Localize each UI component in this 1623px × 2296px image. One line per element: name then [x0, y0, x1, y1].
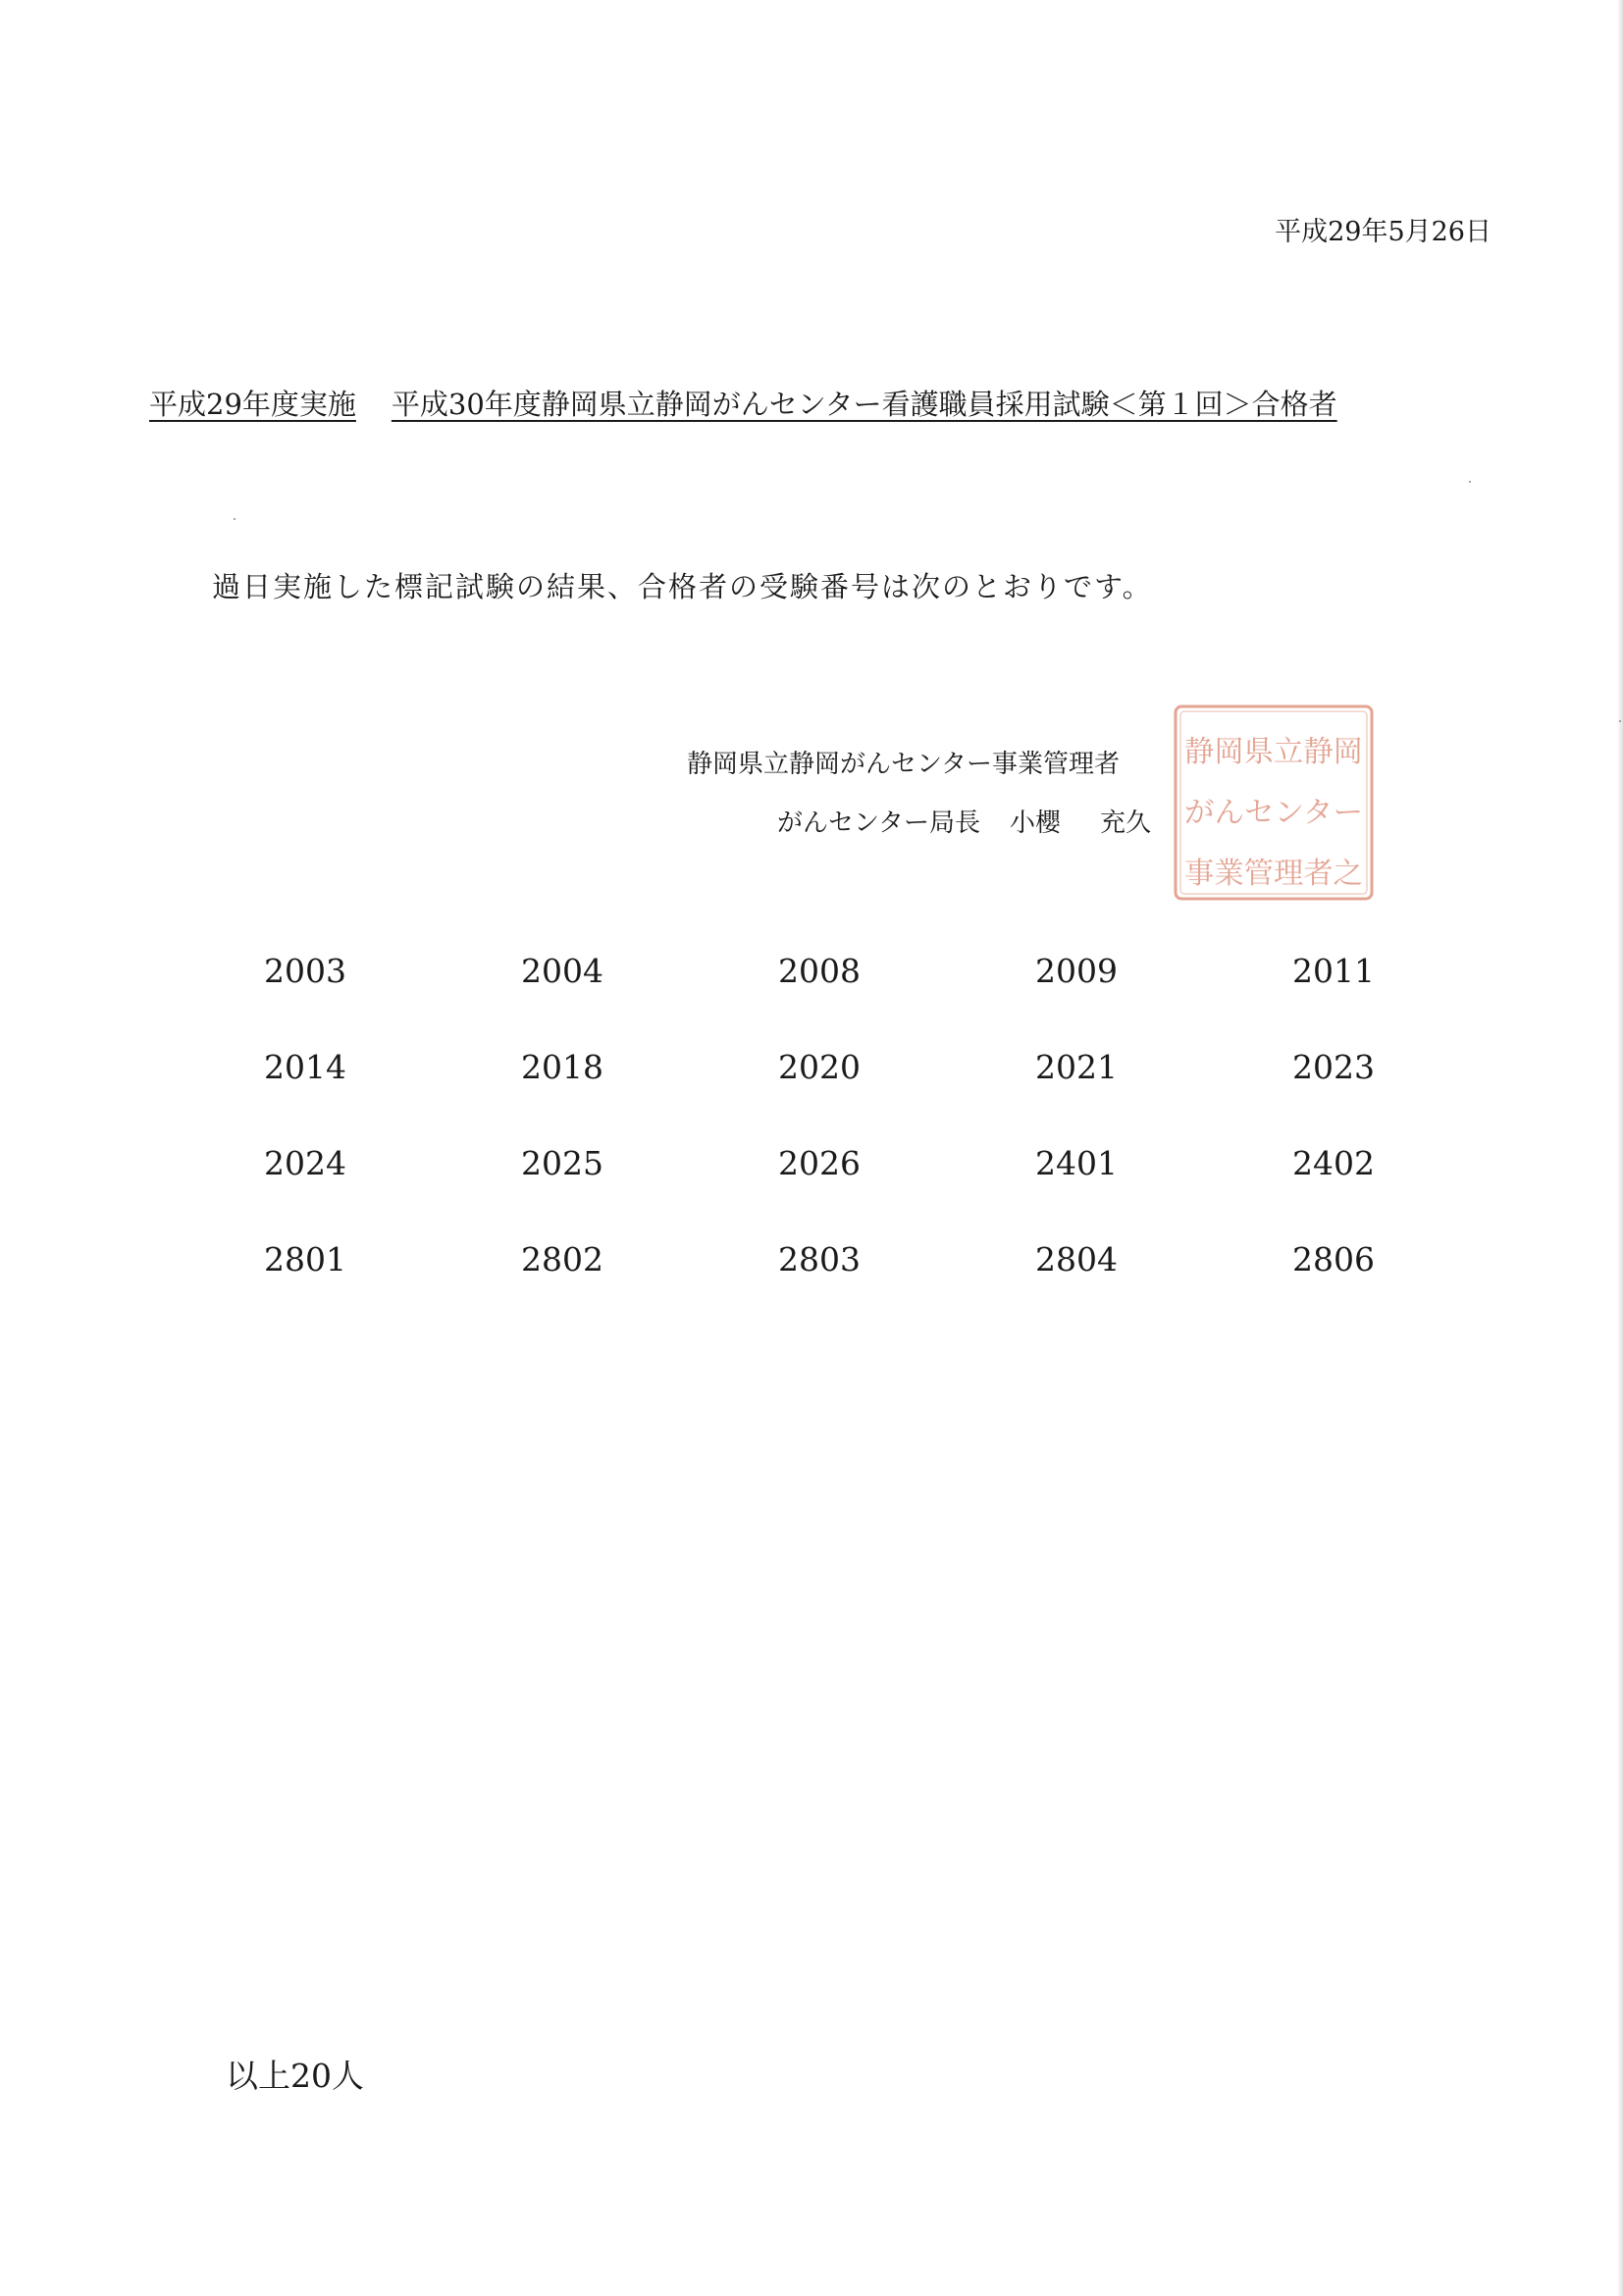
exam-number: 2806 — [1292, 1240, 1375, 1278]
exam-number: 2803 — [778, 1240, 861, 1278]
exam-number: 2020 — [778, 1048, 861, 1086]
scan-speck — [1619, 720, 1621, 722]
exam-number: 2402 — [1292, 1144, 1375, 1182]
exam-number: 2023 — [1292, 1048, 1375, 1086]
exam-number: 2801 — [264, 1240, 346, 1278]
exam-number: 2026 — [778, 1144, 861, 1182]
exam-number: 2018 — [521, 1048, 603, 1086]
exam-number: 2008 — [778, 952, 861, 990]
exam-number: 2011 — [1292, 952, 1375, 990]
scan-speck — [1469, 481, 1471, 483]
exam-numbers-grid — [206, 948, 1433, 1283]
seal-line-1: 静岡県立静岡 — [1184, 735, 1363, 769]
exam-number: 2802 — [521, 1240, 603, 1278]
issuer-organization: 静岡県立静岡がんセンター事業管理者 — [687, 750, 1120, 779]
exam-number: 2804 — [1035, 1240, 1118, 1278]
document-date: 平成29年5月26日 — [1275, 217, 1492, 247]
scan-edge-shadow — [1617, 0, 1623, 2296]
exam-number: 2003 — [264, 952, 346, 990]
issuer-name-line — [777, 803, 1151, 839]
exam-number: 2014 — [264, 1048, 346, 1086]
issuer-surname: 小櫻 — [1009, 809, 1061, 838]
intro-text: 過日実施した標記試験の結果、合格者の受験番号は次のとおりです。 — [212, 570, 1153, 603]
total-count: 以上20人 — [226, 2057, 364, 2095]
title-part-1: 平成29年度実施 — [149, 388, 356, 421]
seal-line-2: がんセンター — [1184, 796, 1363, 830]
issuer-role: がんセンター局長 — [777, 809, 980, 838]
exam-number: 2025 — [521, 1144, 603, 1182]
exam-number: 2024 — [264, 1144, 346, 1182]
scan-speck — [234, 518, 236, 520]
exam-number: 2004 — [521, 952, 603, 990]
exam-number: 2009 — [1035, 952, 1118, 990]
seal-line-3: 事業管理者之 — [1184, 857, 1363, 891]
issuer-given-name: 充久 — [1099, 809, 1151, 838]
title-part-2: 平成30年度静岡県立静岡がんセンター看護職員採用試験＜第１回＞合格者 — [391, 388, 1337, 421]
exam-number: 2401 — [1035, 1144, 1118, 1182]
document-title — [149, 383, 1337, 423]
official-seal-stamp — [1170, 701, 1378, 905]
exam-number: 2021 — [1035, 1048, 1118, 1086]
